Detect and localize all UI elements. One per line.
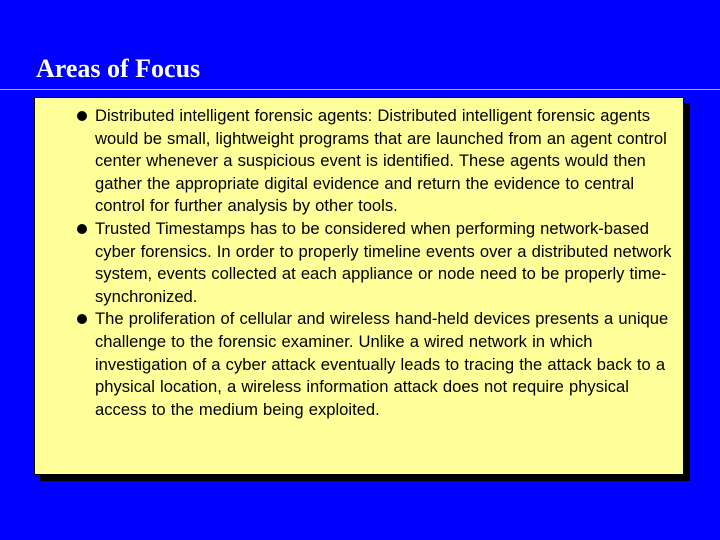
bullet-text: Trusted Timestamps has to be considered when performing network-based cyber forensics. In order to properly timeline events over a distributed network system, events collected at each appliance or node need to be properly time-synchronized. xyxy=(95,218,672,306)
bullet-text: The proliferation of cellular and wireless hand-held devices presents a unique challenge to the forensic examiner. Unlike a wired network in which investigation of a cyber attack eventually leads to tracing the attack back to a physical location, a wireless information attack does not require physical access to the medium being exploited. xyxy=(95,309,669,419)
bullet-item-distributed-agents xyxy=(77,105,677,218)
bullet-list xyxy=(77,105,677,421)
bullet-icon xyxy=(77,314,87,324)
bullet-icon xyxy=(77,111,87,121)
slide-title: Areas of Focus xyxy=(36,54,201,83)
title-divider xyxy=(0,89,720,90)
bullet-icon xyxy=(77,224,87,234)
bullet-text: Distributed intelligent forensic agents: Distributed intelligent forensic agents would be small, lightweight programs that are launched from an agent control center whenever a suspicious event is identified. These agents would then gather the appropriate digital evidence and return the evidence to central control for further analysis by other tools. xyxy=(95,106,667,216)
content-box xyxy=(34,97,684,475)
bullet-item-trusted-timestamps xyxy=(77,218,677,308)
bullet-item-wireless-devices xyxy=(77,308,677,421)
